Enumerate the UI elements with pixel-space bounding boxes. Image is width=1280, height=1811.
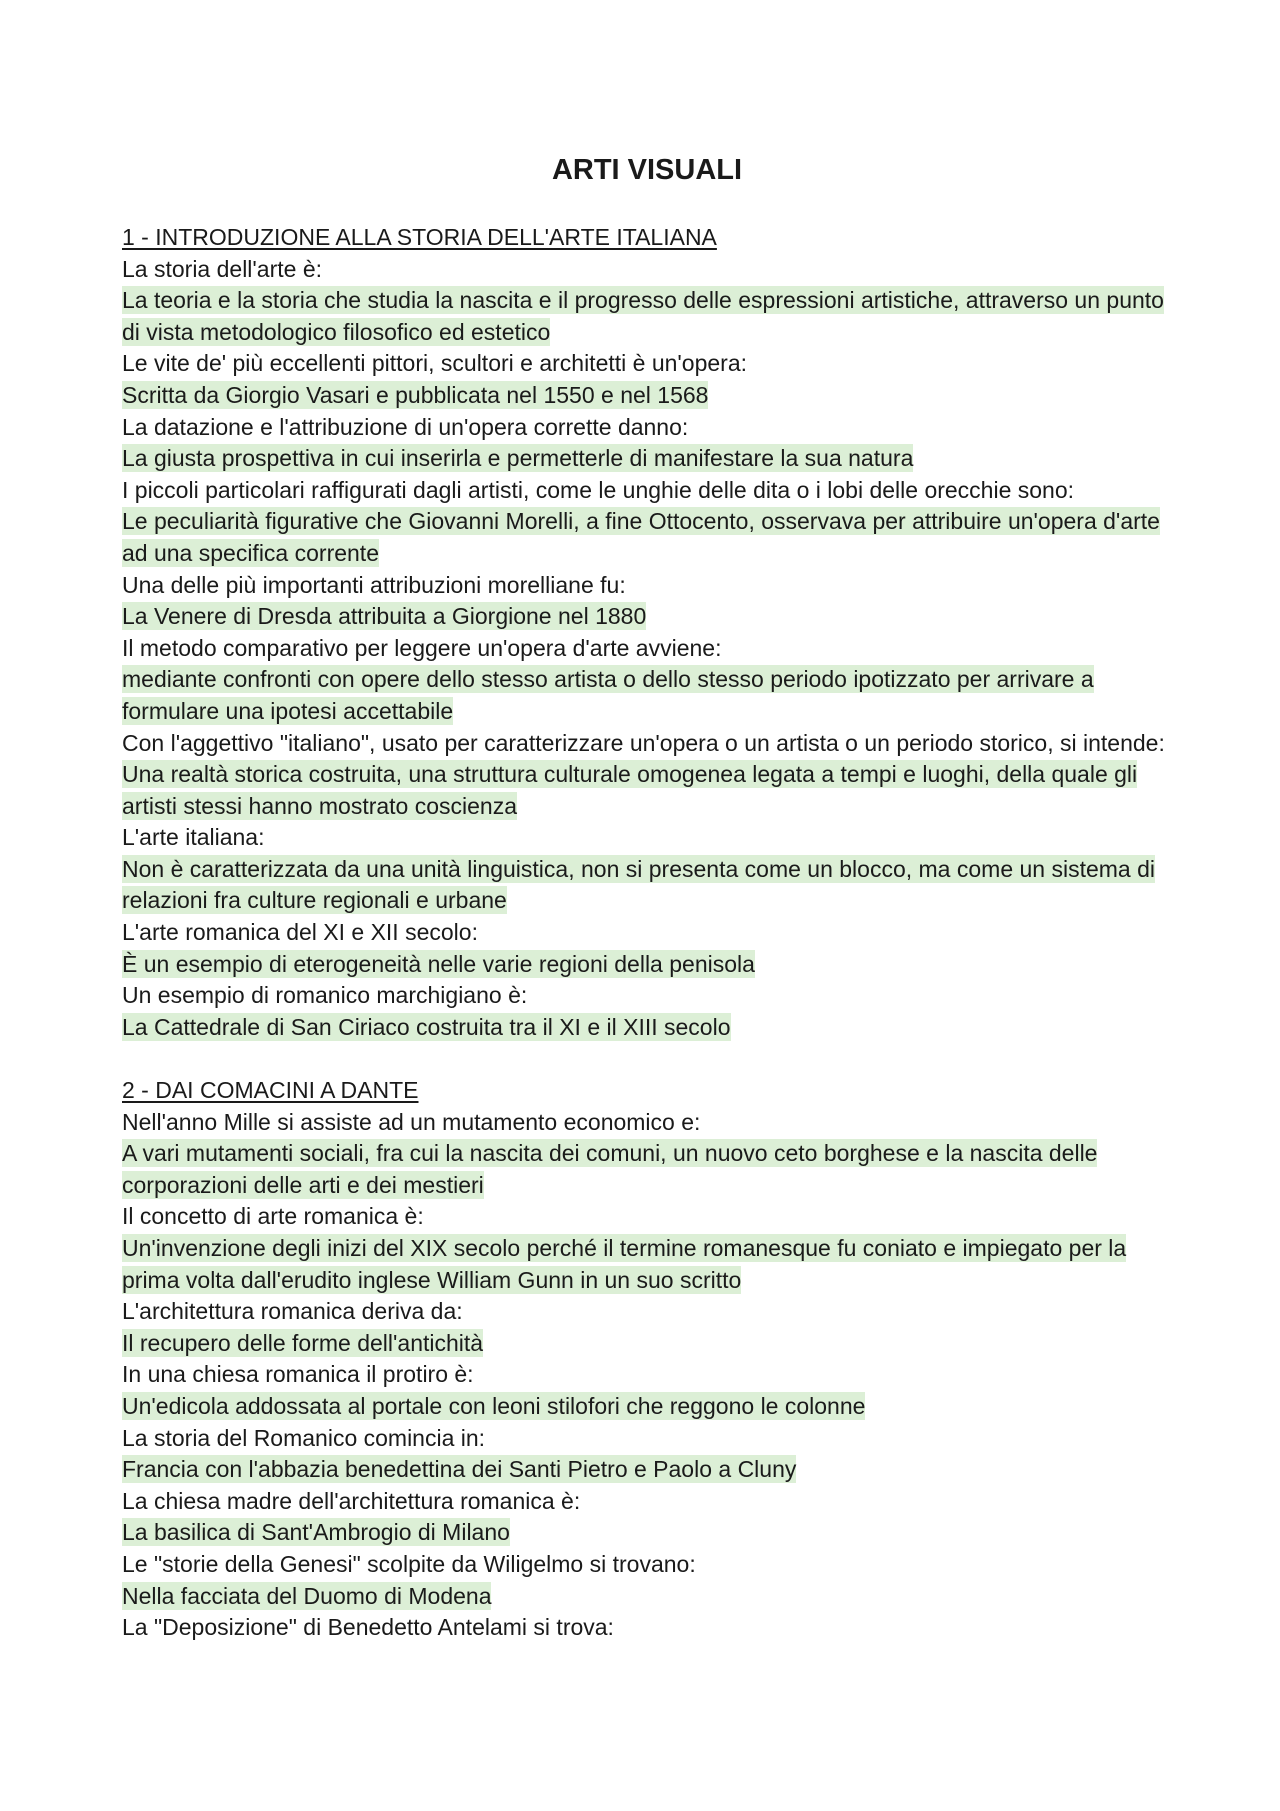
qa-item — [122, 475, 1172, 570]
question-text: In una chiesa romanica il protiro è: — [122, 1361, 474, 1388]
question-text: La chiesa madre dell'architettura romanica è: — [122, 1487, 581, 1514]
section-heading: 2 - DAI COMACINI A DANTE — [122, 1077, 419, 1104]
answer-highlight: Scritta da Giorgio Vasari e pubblicata nel 1550 e nel 1568 — [122, 381, 709, 408]
answer-highlight: Le peculiarità figurative che Giovanni Morelli, a fine Ottocento, osservava per attribuire un'opera d'arte ad una specifica corrente — [122, 508, 1160, 566]
answer-highlight: mediante confronti con opere dello stesso artista o dello stesso periodo ipotizzato per arrivare a formulare una ipotesi accettabile — [122, 666, 1094, 724]
answer-paragraph — [122, 1328, 1172, 1360]
question-text: La storia dell'arte è: — [122, 255, 323, 282]
qa-item — [122, 1296, 1172, 1359]
answer-highlight: Un'invenzione degli inizi del XIX secolo perché il termine romanesque fu coniato e impiegato per la prima volta dall'erudito inglese William Gunn in un suo scritto — [122, 1235, 1127, 1293]
question-text: Le "storie della Genesi" scolpite da Wiligelmo si trovano: — [122, 1550, 696, 1577]
qa-item — [122, 1423, 1172, 1486]
question-text: L'arte romanica del XI e XII secolo: — [122, 919, 478, 946]
qa-item — [122, 1359, 1172, 1422]
document-body — [122, 222, 1172, 1644]
question-text: Il metodo comparativo per leggere un'opera d'arte avviene: — [122, 634, 722, 661]
answer-highlight: Una realtà storica costruita, una struttura culturale omogenea legata a tempi e luoghi, della quale gli artisti stessi hanno mostrato coscienza — [122, 761, 1138, 819]
qa-item — [122, 728, 1172, 823]
page-title: ARTI VISUALI — [551, 154, 743, 186]
question-text: Il concetto di arte romanica è: — [122, 1203, 424, 1230]
answer-paragraph — [122, 1391, 1172, 1423]
answer-highlight: La basilica di Sant'Ambrogio di Milano — [122, 1519, 510, 1546]
question-text: Nell'anno Mille si assiste ad un mutamento economico e: — [122, 1108, 701, 1135]
question-text: L'architettura romanica deriva da: — [122, 1298, 463, 1325]
answer-paragraph — [122, 759, 1172, 822]
qa-item — [122, 1201, 1172, 1296]
answer-paragraph — [122, 285, 1172, 348]
answer-paragraph — [122, 949, 1172, 981]
answer-paragraph — [122, 506, 1172, 569]
question-text: La storia del Romanico comincia in: — [122, 1424, 486, 1451]
question-text: I piccoli particolari raffigurati dagli artisti, come le unghie delle dita o i lobi delle orecchie sono: — [122, 476, 1075, 503]
question-text: Con l'aggettivo "italiano", usato per caratterizzare un'opera o un artista o un periodo storico, si intende: — [122, 729, 1165, 756]
answer-highlight: Francia con l'abbazia benedettina dei Santi Pietro e Paolo a Cluny — [122, 1456, 797, 1483]
section-1 — [122, 222, 1172, 1043]
question-text: La datazione e l'attribuzione di un'opera corrette danno: — [122, 413, 689, 440]
question-text: Una delle più importanti attribuzioni morelliane fu: — [122, 571, 626, 598]
answer-paragraph — [122, 380, 1172, 412]
qa-item — [122, 348, 1172, 411]
answer-paragraph — [122, 1517, 1172, 1549]
answer-paragraph — [122, 1581, 1172, 1613]
answer-highlight: Un'edicola addossata al portale con leoni stilofori che reggono le colonne — [122, 1392, 866, 1419]
qa-item — [122, 1612, 1172, 1644]
qa-item — [122, 1549, 1172, 1612]
answer-highlight: Il recupero delle forme dell'antichità — [122, 1329, 484, 1356]
answer-paragraph — [122, 1012, 1172, 1044]
qa-item — [122, 633, 1172, 728]
answer-highlight: Non è caratterizzata da una unità linguistica, non si presenta come un blocco, ma come un sistema di relazioni fra culture regionali e urbane — [122, 855, 1156, 914]
answer-highlight: È un esempio di eterogeneità nelle varie regioni della penisola — [122, 950, 755, 977]
qa-item — [122, 1486, 1172, 1549]
answer-paragraph — [122, 1454, 1172, 1486]
qa-item — [122, 822, 1172, 917]
answer-paragraph — [122, 1233, 1172, 1296]
question-text: La "Deposizione" di Benedetto Antelami si trova: — [122, 1614, 614, 1641]
qa-item — [122, 570, 1172, 633]
qa-item — [122, 980, 1172, 1043]
answer-highlight: La teoria e la storia che studia la nascita e il progresso delle espressioni artistiche, attraverso un punto di vista metodologico filosofico ed estetico — [122, 287, 1164, 345]
answer-highlight: A vari mutamenti sociali, fra cui la nascita dei comuni, un nuovo ceto borghese e la nascita delle corporazioni delle arti e dei mestieri — [122, 1140, 1098, 1198]
qa-item — [122, 1107, 1172, 1202]
answer-paragraph — [122, 854, 1172, 917]
section-heading: 1 - INTRODUZIONE ALLA STORIA DELL'ARTE ITALIANA — [122, 224, 717, 250]
question-text: L'arte italiana: — [122, 824, 265, 851]
qa-item — [122, 412, 1172, 475]
answer-paragraph — [122, 1138, 1172, 1201]
answer-paragraph — [122, 664, 1172, 727]
answer-paragraph — [122, 443, 1172, 475]
qa-item — [122, 254, 1172, 349]
qa-item — [122, 917, 1172, 980]
section-2 — [122, 1075, 1172, 1644]
question-text: Le vite de' più eccellenti pittori, scultori e architetti è un'opera: — [122, 350, 748, 377]
question-text: Un esempio di romanico marchigiano è: — [122, 982, 528, 1009]
answer-highlight: La giusta prospettiva in cui inserirla e permetterle di manifestare la sua natura — [122, 445, 914, 472]
answer-paragraph — [122, 601, 1172, 633]
answer-highlight: La Venere di Dresda attribuita a Giorgione nel 1880 — [122, 603, 647, 630]
answer-highlight: La Cattedrale di San Ciriaco costruita tra il XI e il XIII secolo — [122, 1013, 731, 1040]
answer-highlight: Nella facciata del Duomo di Modena — [122, 1582, 492, 1609]
